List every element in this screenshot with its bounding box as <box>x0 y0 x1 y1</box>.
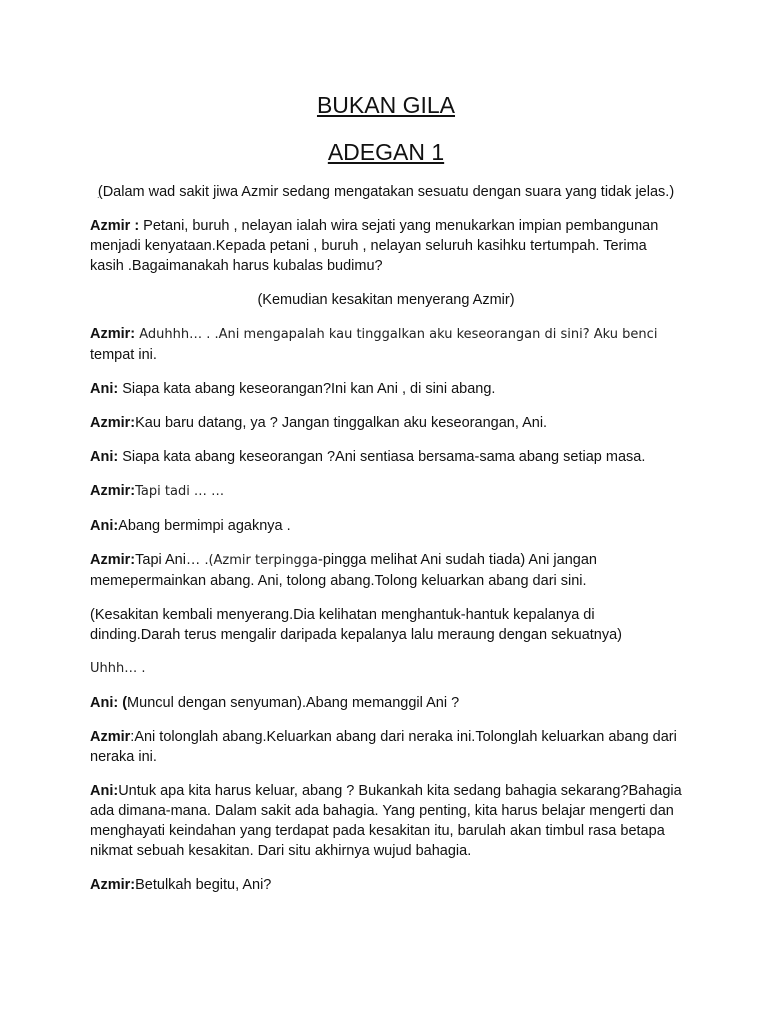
speaker-label: Ani: <box>90 783 119 799</box>
speaker-label: Ani: <box>90 449 119 465</box>
speaker-label: Azmir <box>90 729 131 745</box>
dialogue-line <box>90 447 682 467</box>
scene-heading: ADEGAN 1 <box>327 139 445 165</box>
speaker-label: Azmir: <box>90 552 136 568</box>
speaker-label: Azmir: <box>90 877 136 893</box>
dialogue-text: Tapi Ani… . <box>135 552 209 568</box>
dialogue-line <box>90 413 682 433</box>
dialogue-text: Tapi tadi … … <box>135 484 225 499</box>
dialogue-line <box>90 216 682 276</box>
dialogue-text: (Azmir terpingga <box>208 553 319 568</box>
speaker-label: Ani: <box>90 518 119 534</box>
dialogue-line <box>90 481 682 502</box>
speaker-label: Azmir: <box>90 326 136 342</box>
dialogue-line <box>90 379 682 399</box>
dialogue-line <box>90 875 682 895</box>
dialogue-text: Siapa kata abang keseorangan?Ini kan Ani , di sini abang. <box>118 381 496 397</box>
dialogue-line <box>90 727 682 767</box>
dialogue-text: Kau baru datang, ya ? Jangan tinggalkan aku keseorangan, Ani. <box>135 415 548 431</box>
dialogue-line <box>90 693 682 713</box>
script-page <box>90 90 682 909</box>
dialogue-text: -pingga melihat Ani sudah tiada) Ani jangan memepermainkan abang. Ani, tolong abang.Tolong keluarkan abang dari sini. <box>90 552 597 589</box>
dialogue-text: Aduhhh… . .Ani mengapalah kau tinggalkan aku keseorangan di sini? Aku benci <box>135 327 658 342</box>
stage-direction-text: Dalam wad sakit jiwa Azmir sedang mengatakan sesuatu dengan suara yang tidak jelas.) <box>102 184 675 200</box>
speaker-label: Azmir : <box>90 218 140 234</box>
open-paren: ( <box>97 184 103 200</box>
speaker-label: Ani: ( <box>90 695 128 711</box>
dialogue-line <box>90 324 682 365</box>
exclamation-line: Uhhh… . <box>90 661 146 676</box>
dialogue-line <box>90 781 682 861</box>
document-title: BUKAN GILA <box>316 92 456 118</box>
dialogue-line <box>90 550 682 591</box>
dialogue-text: Betulkah begitu, Ani? <box>135 877 272 893</box>
speaker-label: Azmir: <box>90 483 136 499</box>
dialogue-text: tempat ini. <box>90 347 157 363</box>
speaker-label: Azmir: <box>90 415 136 431</box>
dialogue-text: Abang bermimpi agaknya . <box>118 518 291 534</box>
speaker-label: Ani: <box>90 381 119 397</box>
stage-direction-opening <box>90 182 682 202</box>
dialogue-text: :Ani tolonglah abang.Keluarkan abang dari neraka ini.Tolonglah keluarkan abang dari neraka ini. <box>90 729 677 765</box>
dialogue-text: Siapa kata abang keseorangan ?Ani sentiasa bersama-sama abang setiap masa. <box>118 449 646 465</box>
dialogue-text: Muncul dengan senyuman).Abang memanggil Ani ? <box>127 695 460 711</box>
dialogue-text: Petani, buruh , nelayan ialah wira sejati yang menukarkan impian pembangunan menjadi kenyataan.Kepada petani , buruh , nelayan seluruh kasihku tertumpah. Terima kasih .Bagaimanakah harus kubalas budimu? <box>90 218 659 274</box>
stage-direction: (Kesakitan kembali menyerang.Dia kelihatan menghantuk-hantuk kepalanya di dinding.Darah terus mengalir daripada kepalanya lalu meraung dengan sekuatnya) <box>90 607 623 643</box>
dialogue-line <box>90 516 682 536</box>
dialogue-text: Untuk apa kita harus keluar, abang ? Bukankah kita sedang bahagia sekarang?Bahagia ada dimana-mana. Dalam sakit ada bahagia. Yang penting, kita harus belajar mengerti dan menghayati keindahan yang terdapat pada kesakitan itu, barulah akan timbul rasa betapa nikmat sebuah kesakitan. Dari situ akhirnya wujud bahagia. <box>90 783 682 859</box>
stage-direction: (Kemudian kesakitan menyerang Azmir) <box>257 292 515 308</box>
